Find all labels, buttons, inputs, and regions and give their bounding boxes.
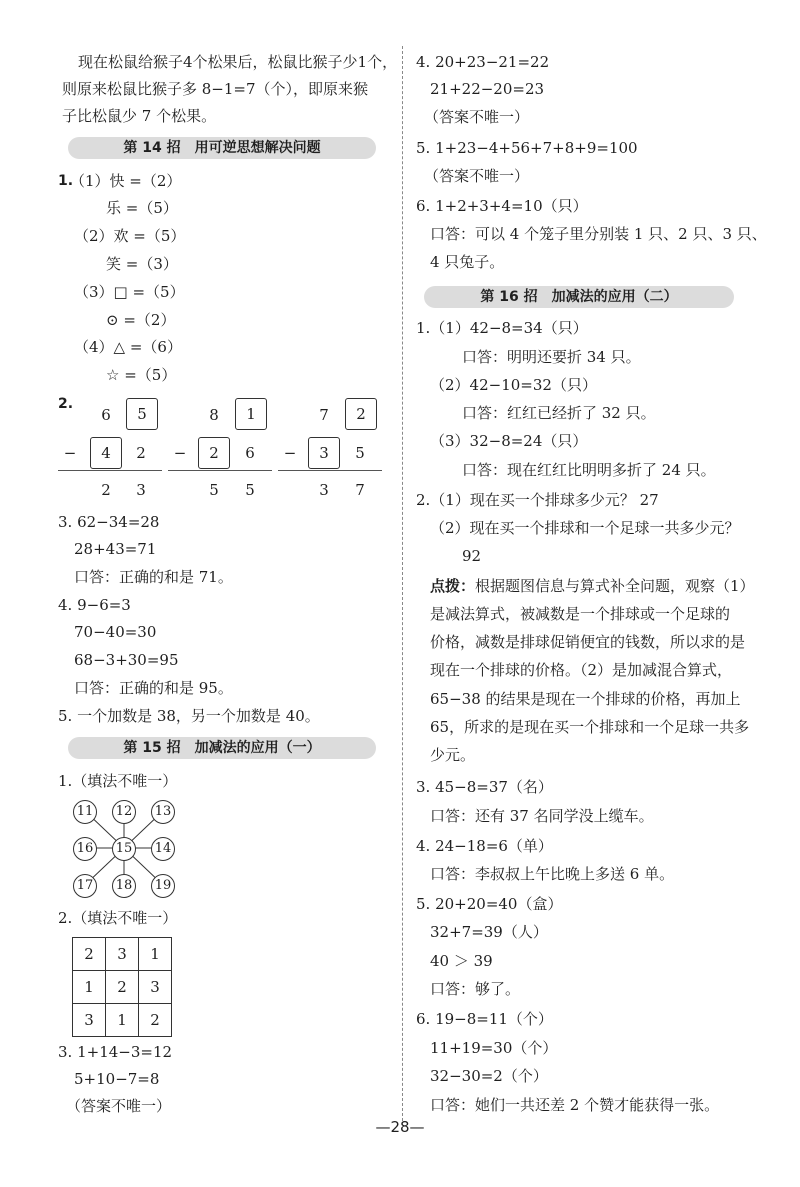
minus-sign: − <box>63 444 77 462</box>
q14-1-line: （2）欢 =（5） <box>74 227 186 245</box>
q16-1-line: 口答：明明还要折 34 只。 <box>462 348 641 366</box>
q16-1-line: （2）42−10=32（只） <box>430 376 597 394</box>
tip-paragraph <box>430 576 755 596</box>
q14-1-line: （1）快 =（2） <box>70 172 182 190</box>
q14-1-line: （3）□ =（5） <box>74 283 185 301</box>
q16-5-line: 口答：够了。 <box>430 980 521 998</box>
tip-label: 点拨： <box>430 577 476 595</box>
tip-line: 价格，减数是排球促销便宜的钱数，所以求的是 <box>430 633 746 651</box>
q16-1-line: 口答：红红已经折了 32 只。 <box>462 404 656 422</box>
q16-2-line: 92 <box>462 547 482 565</box>
tip-line: 现在一个排球的价格。（2）是加减混合算式， <box>430 661 733 679</box>
circle-number: 19 <box>151 874 175 898</box>
sum-line <box>278 470 382 471</box>
column-divider <box>402 46 403 1121</box>
q14-2-number: 2. <box>58 396 74 412</box>
q16-1-line: 1.（1）42−8=34（只） <box>416 319 588 337</box>
q15-3-line: 5+10−7=8 <box>74 1070 160 1088</box>
q16-6-line: 32−30=2（个） <box>430 1067 548 1085</box>
grid-cell: 3 <box>73 1004 106 1037</box>
q14-4-line: 70−40=30 <box>74 623 157 641</box>
digit: 6 <box>245 444 255 462</box>
q14-1-number: 1. <box>58 173 74 189</box>
q14-1-line: ⊙ =（2） <box>106 311 176 329</box>
sum-line <box>58 470 162 471</box>
answer-box: 2 <box>345 398 377 430</box>
q14-4-line: 68−3+30=95 <box>74 651 179 669</box>
q15-6-line: 4 只兔子。 <box>430 253 505 271</box>
q16-2-line: （2）现在买一个排球和一个足球一共多少元？ <box>430 519 740 537</box>
digit: 5 <box>245 481 255 499</box>
q15-6-line: 6. 1+2+3+4=10（只） <box>416 197 588 215</box>
circle-number: 13 <box>151 800 175 824</box>
grid-cell: 3 <box>106 938 139 971</box>
q14-1-line: ☆ =（5） <box>106 366 177 384</box>
q15-5-line: 5. 1+23−4+56+7+8+9=100 <box>416 139 638 157</box>
circle-center-number: 15 <box>112 837 136 861</box>
q16-1-line: （3）32−8=24（只） <box>430 432 588 450</box>
grid-cell: 3 <box>139 971 172 1004</box>
tip-line: 是减法算式，被减数是一个排球或一个足球的 <box>430 605 731 623</box>
grid-cell: 2 <box>106 971 139 1004</box>
q15-3-line: 3. 1+14−3=12 <box>58 1043 173 1061</box>
q15-4-line: 4. 20+23−21=22 <box>416 53 550 71</box>
q15-1-line: 1.（填法不唯一） <box>58 772 178 790</box>
digit: 3 <box>319 481 329 499</box>
q14-3-line: 口答：正确的和是 71。 <box>74 568 233 586</box>
digit: 3 <box>136 481 146 499</box>
grid-cell: 1 <box>73 971 106 1004</box>
section-14-header: 第 14 招 用可逆思想解决问题 <box>68 137 376 159</box>
q14-4-line: 4. 9−6=3 <box>58 596 131 614</box>
sum-line <box>168 470 272 471</box>
q16-5-line: 32+7=39（人） <box>430 923 548 941</box>
intro-line-3: 子比松鼠少 7 个松果。 <box>62 107 217 125</box>
minus-sign: − <box>283 444 297 462</box>
answer-box: 3 <box>308 437 340 469</box>
q14-1-line: 乐 =（5） <box>106 199 178 217</box>
intro-line-1: 现在松鼠给猴子4个松果后，松鼠比猴子少1个， <box>78 53 398 71</box>
section-15-header: 第 15 招 加减法的应用（一） <box>68 737 376 759</box>
circle-number: 12 <box>112 800 136 824</box>
digit: 2 <box>101 481 111 499</box>
q15-3-line: （答案不唯一） <box>66 1097 172 1115</box>
q15-4-line: 21+22−20=23 <box>430 80 545 98</box>
q16-3-line: 口答：还有 37 名同学没上缆车。 <box>430 807 654 825</box>
answer-box: 1 <box>235 398 267 430</box>
grid-cell: 1 <box>106 1004 139 1037</box>
section-16-header: 第 16 招 加减法的应用（二） <box>424 286 734 308</box>
answer-box: 4 <box>90 437 122 469</box>
q15-5-line: （答案不唯一） <box>424 167 530 185</box>
q15-2-line: 2.（填法不唯一） <box>58 909 178 927</box>
page-number: —28— <box>375 1118 425 1136</box>
tip-line: 少元。 <box>430 746 476 764</box>
intro-line-2: 则原来松鼠比猴子多 8−1=7（个），即原来猴 <box>62 80 369 98</box>
digit: 7 <box>319 406 329 424</box>
number-grid <box>72 937 172 1037</box>
digit: 5 <box>209 481 219 499</box>
circle-number: 11 <box>73 800 97 824</box>
q16-3-line: 3. 45−8=37（名） <box>416 778 553 796</box>
q16-2-line: 2.（1）现在买一个排球多少元？ 27 <box>416 491 659 509</box>
q16-6-line: 11+19=30（个） <box>430 1039 558 1057</box>
q16-6-line: 口答：她们一共还差 2 个赞才能获得一张。 <box>430 1096 720 1114</box>
q15-4-line: （答案不唯一） <box>424 108 530 126</box>
answer-box: 5 <box>126 398 158 430</box>
q15-6-line: 口答：可以 4 个笼子里分别装 1 只、2 只、3 只、 <box>430 225 767 243</box>
answer-box: 2 <box>198 437 230 469</box>
q16-5-line: 40 ＞ 39 <box>430 952 493 970</box>
q14-3-line: 28+43=71 <box>74 540 157 558</box>
circle-number: 16 <box>73 837 97 861</box>
circle-number: 14 <box>151 837 175 861</box>
circle-number: 18 <box>112 874 136 898</box>
circle-number: 17 <box>73 874 97 898</box>
q16-4-line: 4. 24−18=6（单） <box>416 837 553 855</box>
tip-line: 65，所求的是现在买一个排球和一个足球一共多 <box>430 718 750 736</box>
q14-5-line: 5. 一个加数是 38，另一个加数是 40。 <box>58 707 320 725</box>
grid-cell: 2 <box>73 938 106 971</box>
tip-line: 65−38 的结果是现在一个排球的价格，再加上 <box>430 690 741 708</box>
q16-6-line: 6. 19−8=11（个） <box>416 1010 553 1028</box>
digit: 6 <box>101 406 111 424</box>
digit: 7 <box>355 481 365 499</box>
grid-cell: 2 <box>139 1004 172 1037</box>
q14-1-line: 笑 =（3） <box>106 255 178 273</box>
grid-cell: 1 <box>139 938 172 971</box>
tip-line: 根据题图信息与算式补全问题，观察（1） <box>475 577 755 595</box>
minus-sign: − <box>173 444 187 462</box>
q16-1-line: 口答：现在红红比明明多折了 24 只。 <box>462 461 716 479</box>
q14-3-line: 3. 62−34=28 <box>58 513 160 531</box>
q14-1-line: （4）△ =（6） <box>74 338 182 356</box>
digit: 2 <box>136 444 146 462</box>
digit: 5 <box>355 444 365 462</box>
q14-4-line: 口答：正确的和是 95。 <box>74 679 233 697</box>
q16-5-line: 5. 20+20=40（盒） <box>416 895 563 913</box>
digit: 8 <box>209 406 219 424</box>
q16-4-line: 口答：李叔叔上午比晚上多送 6 单。 <box>430 865 675 883</box>
